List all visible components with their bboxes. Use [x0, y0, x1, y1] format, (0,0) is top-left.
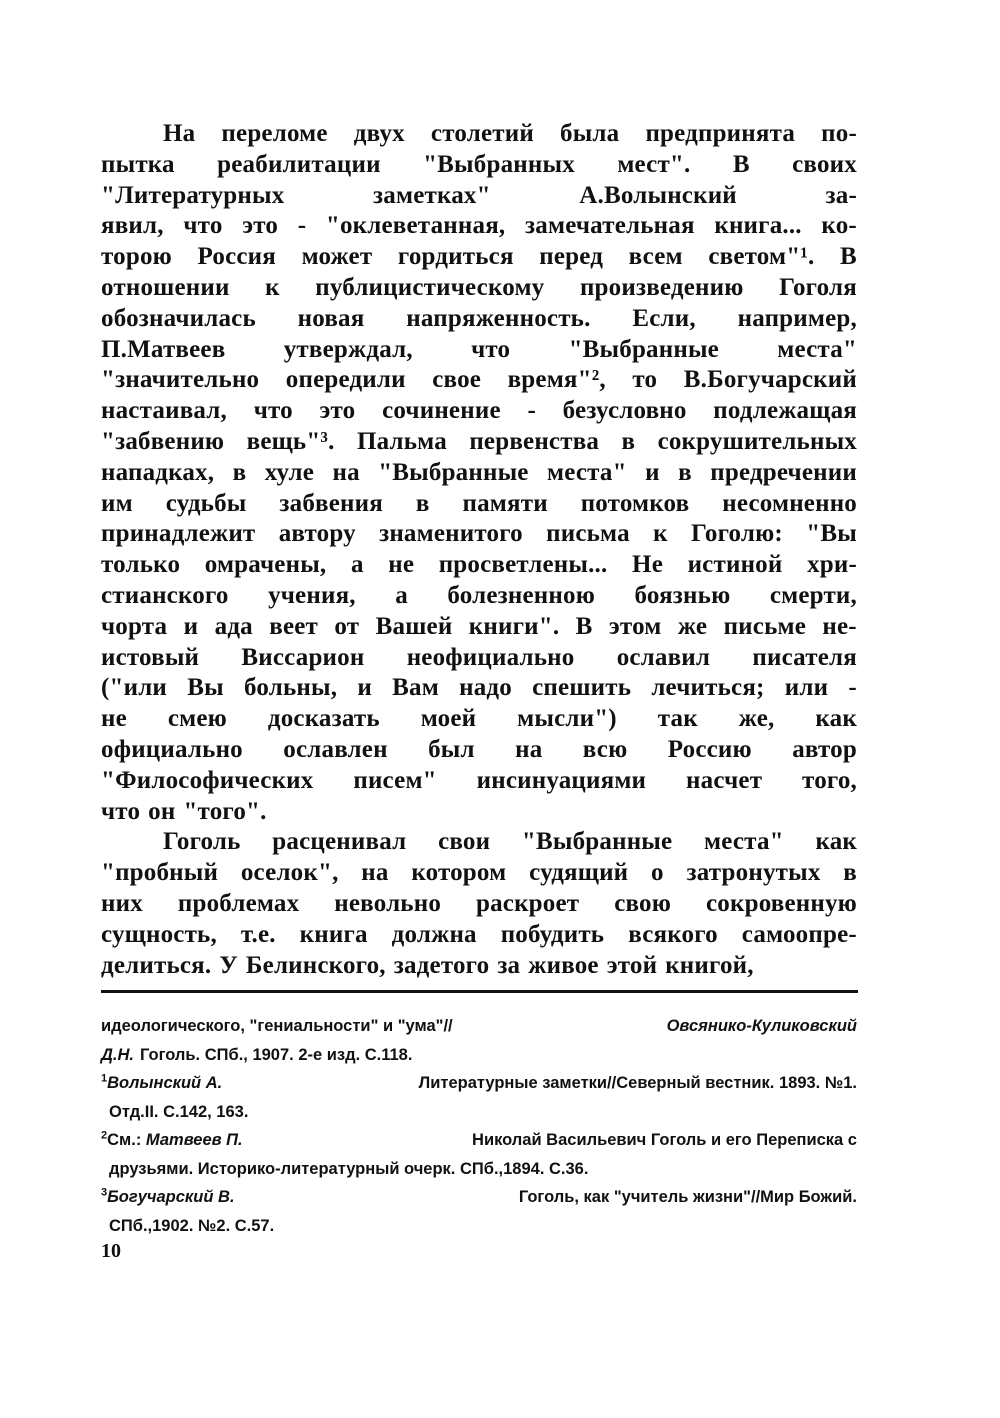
text-line: [101, 273, 857, 304]
footnote-1-author: Волынский А.: [107, 1074, 223, 1092]
word: подлежащая: [713, 397, 857, 425]
footnote-2-line-1: [101, 1126, 857, 1155]
word: что: [471, 335, 511, 363]
word: места": [777, 335, 857, 363]
word: т.е.: [240, 920, 276, 948]
word: им: [101, 489, 133, 517]
word: торою: [101, 243, 172, 271]
word: оселок",: [240, 859, 339, 887]
text-line: [101, 365, 857, 396]
word: истовый: [101, 643, 200, 671]
footnote-continuation-line-1: [101, 1012, 857, 1041]
word: обозначилась: [101, 304, 256, 332]
word: должна: [391, 920, 477, 948]
word: мысли"): [517, 705, 617, 733]
word: веет: [269, 612, 319, 640]
word: Пальма: [356, 427, 447, 455]
word: Россию: [667, 735, 752, 763]
word: произведению: [579, 273, 744, 301]
footnote-3-author: Богучарский В.: [107, 1188, 235, 1206]
word: так: [657, 705, 698, 733]
word: время"²,: [507, 366, 606, 394]
word: в: [232, 458, 247, 486]
word: и: [183, 612, 199, 640]
word: смею: [167, 705, 227, 733]
word: насчет: [686, 766, 763, 794]
word: настаивал,: [101, 397, 227, 425]
word: не: [388, 551, 415, 579]
word: переломе: [221, 120, 328, 147]
word: сущность,: [101, 920, 217, 948]
word: писателя: [752, 643, 857, 671]
text-line: [101, 427, 857, 458]
word: что: [253, 397, 293, 425]
word: может: [301, 243, 373, 271]
word: потомков: [580, 489, 690, 517]
word: лечиться;: [651, 674, 765, 702]
footnote-continuation-source: Гоголь. СПб., 1907. 2-е изд. С.118.: [140, 1045, 413, 1064]
word: и: [645, 458, 660, 486]
word: Не: [632, 551, 663, 579]
word: котором: [411, 859, 507, 887]
word: этой: [606, 951, 658, 979]
word: "Литературных: [101, 181, 285, 209]
word: по-: [821, 120, 857, 147]
word: боязнью: [634, 581, 731, 609]
word: "значительно: [101, 366, 260, 394]
footnote-continuation-line-2: [101, 1041, 857, 1070]
word: за: [497, 951, 521, 979]
word: На: [163, 120, 196, 147]
word: знаменитого: [379, 520, 523, 548]
word: спешить: [532, 674, 632, 702]
word: забвения: [279, 489, 383, 517]
word: была: [560, 120, 620, 147]
word: "того".: [183, 797, 267, 825]
word: расценивал: [272, 828, 407, 856]
word: истиной: [687, 551, 783, 579]
word: письма: [546, 520, 630, 548]
word: книга: [299, 920, 368, 948]
word: нападках,: [101, 458, 215, 486]
word: в: [415, 489, 430, 517]
word: проблемах: [177, 889, 300, 917]
body-text: [101, 119, 857, 981]
word: на: [361, 859, 389, 887]
word: просветлены...: [438, 551, 608, 579]
word: свое: [432, 366, 482, 394]
word: самоопре-: [741, 920, 857, 948]
word: смерти,: [769, 581, 857, 609]
footnote-3-text: Гоголь, как "учитель жизни"//Мир Божий.: [518, 1188, 857, 1206]
word: что: [183, 212, 223, 240]
word: Вы: [187, 674, 224, 702]
text-line: [101, 827, 857, 858]
page-number: 10: [101, 1240, 121, 1262]
word: предпринята: [645, 120, 796, 147]
word: он: [148, 797, 176, 825]
word: "пробный: [101, 859, 219, 887]
word: Если,: [632, 304, 696, 332]
footnote-2-text: Николай Васильевич Гоголь и его Переписка с: [472, 1131, 857, 1149]
text-line: [101, 643, 857, 674]
word: них: [101, 889, 143, 917]
word: живое: [528, 951, 599, 979]
word: несомненно: [722, 489, 857, 517]
word: неофициально: [406, 643, 575, 671]
word: "Выбранные: [568, 335, 719, 363]
word: больны,: [244, 674, 338, 702]
word: сокровенную: [705, 889, 857, 917]
word: задетого: [393, 951, 490, 979]
word: же: [677, 612, 708, 640]
word: памяти: [462, 489, 548, 517]
word: всякого: [628, 920, 718, 948]
word: места": [547, 458, 627, 486]
word: в: [621, 427, 636, 455]
text-line: [101, 797, 857, 828]
word: болезненною: [447, 581, 596, 609]
word: вещь"³.: [246, 427, 335, 455]
word: "Выбранные: [378, 458, 529, 486]
footnote-continuation-text: идеологического, "гениальности" и "ума"//: [101, 1017, 453, 1035]
word: не-: [822, 612, 857, 640]
text-line: [101, 612, 857, 643]
word: отношении: [101, 273, 230, 301]
word: а: [350, 551, 364, 579]
text-line: [101, 581, 857, 612]
word: письме: [723, 612, 807, 640]
word: омрачены,: [204, 551, 327, 579]
word: раскроет: [475, 889, 580, 917]
text-line: [101, 119, 857, 150]
word: заметках": [373, 181, 491, 209]
word: "Философических: [101, 766, 314, 794]
footnote-2-mark: 2: [101, 1129, 108, 1142]
word: сочинение: [382, 397, 501, 425]
footnote-1-line-2: [101, 1098, 857, 1127]
word: ада: [214, 612, 253, 640]
word: в: [843, 859, 857, 887]
word: ко-: [821, 212, 857, 240]
text-line: [101, 951, 857, 982]
word: автору: [278, 520, 356, 548]
word: или: [784, 674, 829, 702]
word: безусловно: [562, 397, 687, 425]
word: новая: [297, 304, 365, 332]
word: перед: [539, 243, 604, 271]
footnote-2-author: Матвеев П.: [145, 1131, 243, 1149]
word: например,: [737, 304, 857, 332]
text-line: [101, 673, 857, 704]
word: Вашей: [375, 612, 453, 640]
footnote-2-prefix: См.:: [107, 1131, 142, 1149]
word: -: [527, 397, 536, 425]
word: опередили: [285, 366, 406, 394]
word: -: [848, 674, 857, 702]
word: невольно: [334, 889, 442, 917]
word: за-: [825, 181, 857, 209]
word: А.Волынский: [579, 181, 737, 209]
word: Белинского,: [245, 951, 386, 979]
word: делиться.: [101, 951, 212, 979]
word: Россия: [197, 243, 277, 271]
word: книги".: [468, 612, 560, 640]
word: не: [101, 705, 127, 733]
text-line: [101, 550, 857, 581]
word: В: [840, 243, 857, 271]
footnote-2-line-2: [101, 1155, 857, 1184]
footnote-3-mark: 3: [101, 1186, 108, 1199]
text-line: [101, 519, 857, 550]
footnote-separator: [101, 990, 858, 993]
word: что: [101, 797, 141, 825]
text-line: [101, 335, 857, 366]
word: всю: [582, 735, 628, 763]
word: замечательная: [525, 212, 695, 240]
word: Виссарион: [241, 643, 365, 671]
word: Гоголю:: [690, 520, 783, 548]
word: от: [334, 612, 360, 640]
word: ославил: [616, 643, 711, 671]
word: учения,: [268, 581, 356, 609]
word: к: [653, 520, 668, 548]
word: сокрушительных: [657, 427, 857, 455]
text-line: [101, 889, 857, 920]
footnote-1-text-2: Отд.II. С.142, 163.: [109, 1102, 249, 1121]
word: инсинуациями: [476, 766, 647, 794]
word: "оклеветанная,: [325, 212, 506, 240]
word: светом"¹.: [708, 243, 815, 271]
word: то: [632, 366, 658, 394]
word: в: [678, 458, 692, 486]
word: свою: [614, 889, 672, 917]
word: книгой,: [665, 951, 754, 979]
word: У: [219, 951, 238, 979]
word: надо: [459, 674, 512, 702]
word: судьбы: [165, 489, 247, 517]
word: "забвению: [101, 427, 225, 455]
text-line: [101, 150, 857, 181]
word: ("или: [101, 674, 168, 702]
word: же,: [738, 705, 775, 733]
word: как: [815, 705, 857, 733]
word: гордиться: [397, 243, 514, 271]
text-line: [101, 766, 857, 797]
word: писем": [353, 766, 437, 794]
word: "Выбранных: [423, 150, 575, 178]
word: стианского: [101, 581, 229, 609]
word: автор: [792, 735, 857, 763]
footnote-3-text-2: СПб.,1902. №2. С.57.: [109, 1216, 275, 1235]
word: книга...: [714, 212, 802, 240]
word: всем: [628, 243, 683, 271]
text-line: [101, 242, 857, 273]
word: чорта: [101, 612, 168, 640]
footnote-3-line-2: [101, 1212, 857, 1241]
text-line: [101, 181, 857, 212]
word: Гоголь: [163, 828, 241, 856]
word: моей: [420, 705, 477, 733]
word: пытка: [101, 150, 175, 178]
word: реабилитации: [217, 150, 381, 178]
footnote-1-text: Литературные заметки//Северный вестник. 1893. №1.: [418, 1074, 857, 1092]
word: мест".: [617, 150, 691, 178]
word: а: [395, 581, 408, 609]
word: напряженность.: [406, 304, 591, 332]
word: о: [651, 859, 664, 887]
word: -: [297, 212, 307, 240]
word: принадлежит: [101, 520, 256, 548]
footnote-continuation-author-initials: Д.Н.: [101, 1045, 134, 1064]
footnotes: [101, 1012, 857, 1240]
word: столетий: [430, 120, 534, 147]
word: как: [815, 828, 857, 856]
word: и: [357, 674, 372, 702]
word: этом: [608, 612, 662, 640]
word: только: [101, 551, 181, 579]
word: хри-: [807, 551, 857, 579]
word: это: [319, 397, 356, 425]
word: своих: [792, 150, 857, 178]
word: к: [265, 273, 280, 301]
word: В: [732, 150, 750, 178]
text-line: [101, 704, 857, 735]
word: на: [515, 735, 543, 763]
word: хуле: [264, 458, 315, 486]
word: на: [332, 458, 360, 486]
word: "Выбранные: [521, 828, 673, 856]
word: ославлен: [283, 735, 388, 763]
text-line: [101, 304, 857, 335]
word: судящий: [529, 859, 629, 887]
footnote-2-text-2: друзьями. Историко-литературный очерк. СПб.,1894. С.36.: [109, 1159, 589, 1178]
text-line: [101, 858, 857, 889]
word: это: [242, 212, 279, 240]
text-line: [101, 396, 857, 427]
word: двух: [353, 120, 405, 147]
word: первенства: [469, 427, 600, 455]
word: был: [428, 735, 475, 763]
footnote-continuation-author: Овсянико-Куликовский: [666, 1017, 857, 1035]
footnote-1-line-1: [101, 1069, 857, 1098]
text-line: [101, 489, 857, 520]
word: побудить: [500, 920, 605, 948]
text-line: [101, 735, 857, 766]
word: П.Матвеев: [101, 335, 226, 363]
word: В.Богучарский: [683, 366, 857, 394]
word: досказать: [267, 705, 380, 733]
word: официально: [101, 735, 243, 763]
word: публицистическому: [315, 273, 545, 301]
text-line: [101, 458, 857, 489]
word: В: [575, 612, 593, 640]
word: того,: [802, 766, 857, 794]
footnote-3-line-1: [101, 1183, 857, 1212]
text-line: [101, 211, 857, 242]
word: Гоголя: [779, 273, 857, 301]
word: Вам: [392, 674, 439, 702]
text-line: [101, 920, 857, 951]
word: предречении: [710, 458, 857, 486]
word: места": [704, 828, 784, 856]
word: утверждал,: [283, 335, 413, 363]
word: явил,: [101, 212, 164, 240]
word: "Вы: [806, 520, 857, 548]
word: свои: [438, 828, 491, 856]
word: затронутых: [686, 859, 821, 887]
footnote-1-mark: 1: [101, 1072, 108, 1085]
